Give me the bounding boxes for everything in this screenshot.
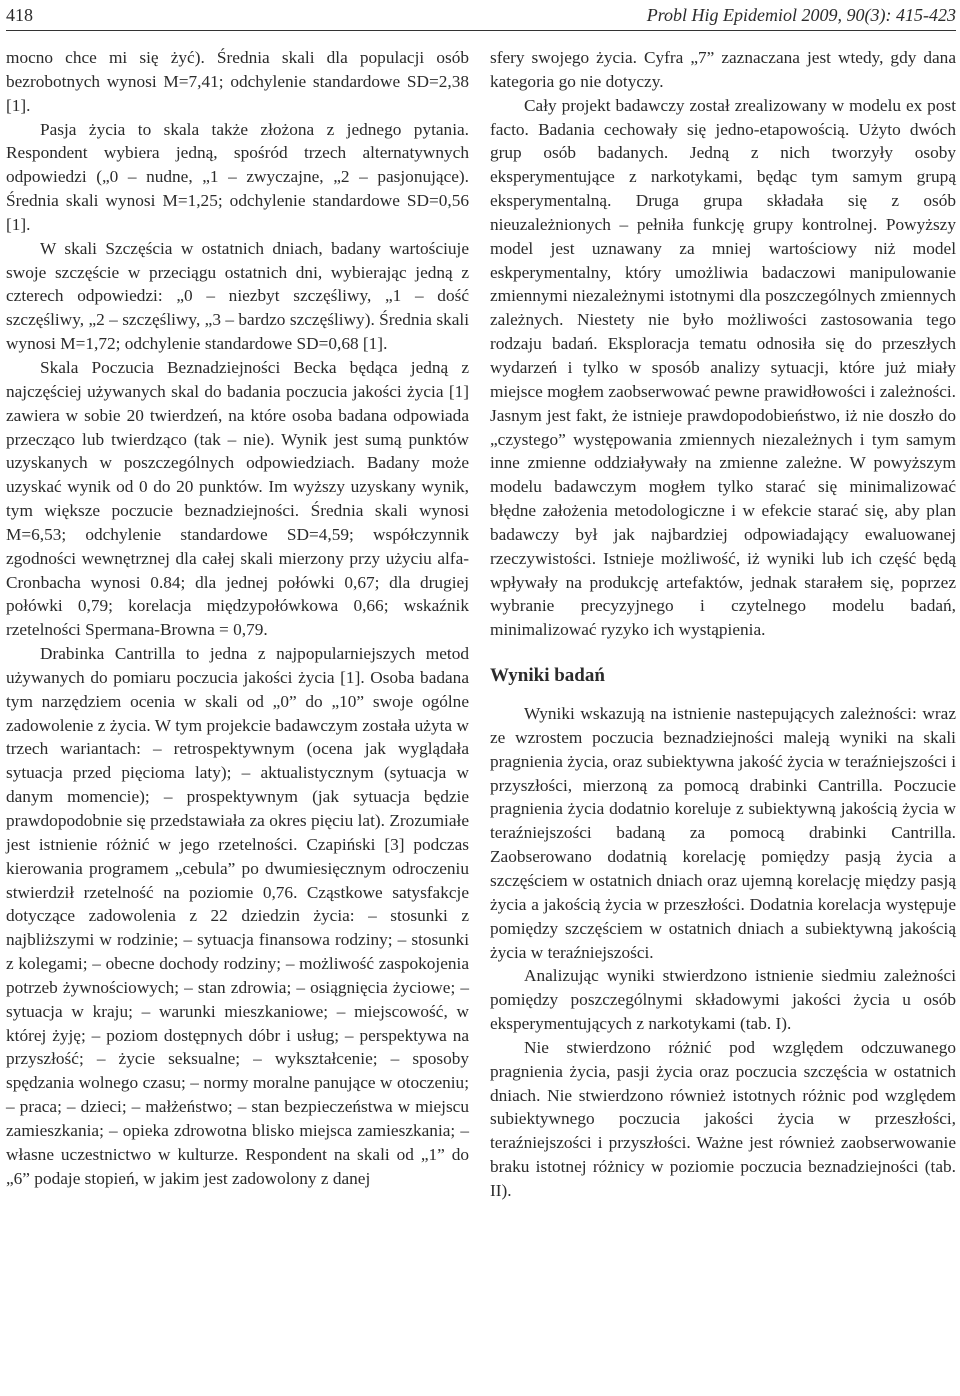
paragraph: W skali Szczęścia w ostatnich dniach, badany wartościuje swoje szczęście w przeciągu ostatnich dni, wybierając jedną z czterech odpowiedzi: „0 – niezbyt szczęśliwy, „1 – dość szczęśliwy, „2 – szczęśliwy, „3 – bardzo szczęśliwy). Średnia skali wynosi M=1,72; odchylenie standardowe SD=0,68 [1].	[6, 238, 469, 354]
paragraph: Wyniki wskazują na istnienie nastepujących zależności: wraz ze wzrostem poczucia beznadziejności maleją wyniki na skali pragnienia życia, oraz subiektywna jakość życia w teraźniejszości i przyszłości, mierzoną za pomocą drabinki Cantrilla. Poczucie pragnienia życia dodatnio koreluje z subiektywną jakością życia w teraźniejszości badaną za pomocą drabinki Cantrilla. Zaobserowano dodatnią korelację pomiędzy pasją życia a szczęściem w ostatnich dniach oraz ujemną korelację między pasją życia a jakością życia w przeszłości. Dodatnia korelacja występuje pomiędzy szczęściem w ostatnich dniach a subiektywną jakością życia w teraźniejszości.	[490, 704, 956, 962]
journal-citation: Probl Hig Epidemiol 2009, 90(3): 415-423	[646, 4, 956, 25]
paragraph: Nie stwierdzono różnić pod względem odczuwanego pragnienia życia, pasji życia oraz poczucia szczęścia w ostatnich dniach. Nie stwierdzono również istotnych różnic pod względem subiektywnego poczucia jakości życia w przeszłości, teraźniejszości i przyszłości. Ważne jest również zaobserwowanie braku istotnej różnicy w poziomie poczucia beznadziejności (tab. II).	[490, 1037, 956, 1200]
header-rule	[6, 30, 956, 31]
left-column	[6, 46, 469, 1191]
paragraph: Drabinka Cantrilla to jedna z najpopularniejszych metod używanych do pomiaru poczucia jakości życia [1]. Osoba badana tym narzędziem ocenia w skali od „0” do „10” swoje ogólne zadowolenie z życia. W tym projekcie badawczym została użyta w trzech wariantach: – retrospektywnym (ocena jak wyglądała sytuacja przed pięcioma laty); – aktualistycznym (sytuacja w danym momencie); – prospektywnym (jak sytuacja będzie prawdopodobnie się przedstawiała za okres pięciu lat). Zrozumiałe jest istnienie różnić w jego rzetelności. Czapiński [3] podczas kierowania programem „cebula” po dwumiesięcznym odroczeniu stwierdził rzetelność na poziomie 0,76. Cząstkowe satysfakcje dotyczące zadowolenia z 22 dziedzin życia: – stosunki z najbliższymi w rodzinie; – sytuacja finansowa rodziny; – stosunki z kolegami; – obecne dochody rodziny; – możliwość zaspokojenia potrzeb żywnościowych; – stan zdrowia; – osiągnięcia życiowe; – sytuacja w kraju; – warunki mieszkaniowe; – miejscowość, w której żyję; – poziom dostępnych dóbr i usług; – perspektywa na przyszłość; – życie seksualne; – wykształcenie; – sposoby spędzania wolnego czasu; – normy moralne panujące w otoczeniu; – praca; – dzieci; – małżeństwo; – stan bezpieczeństwa w miejscu zamieszkania; – opieka zdrowotna blisko miejsca zamieszkania; – własne uczestnictwo w kulturze. Respondent na skali od „1” do „6” podaje stopień, w jakim jest zadowolony z danej	[6, 644, 469, 1188]
paragraph: Skala Poczucia Beznadziejności Becka będąca jedną z najczęściej używanych skal do badania poczucia jakości życia [1] zawiera w sobie 20 twierdzeń, na które osoba badana odpowiada przecząco lub twierdząco (tak – nie). Wynik jest sumą punktów uzyskanych w poszczególnych odpowiedziach. Badany może uzyskać wynik od 0 do 20 punktów. Im wyższy uzyskany wynik, tym większe poczucie beznadziejności. Średnia skali wynosi M=6,53; odchylenie standardowe SD=4,59; współczynnik zgodności wewnętrznej dla całej skali mierzony przy użyciu alfa-Cronbacha wynosi 0.84; dla jednej połówki 0,67; dla drugiej połówki 0,79; korelacja międzypołówkowa 0,66; wskaźnik rzetelności Spermana-Browna = 0,79.	[6, 357, 469, 640]
paragraph: sfery swojego życia. Cyfra „7” zaznaczana jest wtedy, gdy dana kategoria go nie dotyczy.	[490, 48, 956, 91]
paragraph: Analizując wyniki stwierdzono istnienie siedmiu zależności pomiędzy poszczególnymi składowymi jakości życia u osób eksperymentujących z narkotykami (tab. I).	[490, 966, 956, 1034]
paragraph: Cały projekt badawczy został zrealizowany w modelu ex post facto. Badania cechowały się jedno-etapowością. Użyto dwóch grup osób badanych. Jedną z nich tworzyły osoby eksperymentujące z narkotykami, będąc tym samym grupą eksperymentalną. Druga grupa składała się z osób nieuzależnionych – pełniła funkcję grupy kontrolnej. Powyższy model jest uznawany za mniej wartościowy niż model eskperymentalny, który umożliwia badaczowi manipulowanie zmiennymi niezależnymi istotnymi dla poszczególnych zmiennych zależnych. Niestety nie było możliwości zastosowania tego rodzaju badań. Eksploracja tematu odnosiła się do przeszłych wydarzeń i tylko w sposób analizy sytuacji, które już miały miejsce mogłem zaobserwować pewne prawidłowości i zależności. Jasnym jest fakt, że istnieje prawdopodobieństwo, iż nie doszło do „czystego” występowania zmiennych niezależnych i tym samym inne zmienne oddziaływały na zmienne zależne. W powyższym modelu badawczym mogłem tylko starać się minimalizować błędne założenia metodologiczne i w efekcie starać się, aby plan badawczy był jak najbardziej odpowiadający ewaluowanej rzeczywistości. Istnieje możliwość, iż wyniki lub ich część będą wpływały na produkcję artefaktów, jednak starałem się, poprzez wybranie precyzyjnego i czytelnego modelu badań, minimalizować ryzyko ich wystąpienia.	[490, 95, 956, 640]
page-number: 418	[6, 4, 33, 25]
section-heading: Wyniki badań	[490, 665, 605, 687]
right-column	[490, 46, 956, 1203]
paragraph: Pasja życia to skala także złożona z jednego pytania. Respondent wybiera jedną, spośród trzech alternatywnych odpowiedzi („0 – nudne, „1 – zwyczajne, „2 – pasjonujące). Średnia skali wynosi M=1,25; odchylenie standardowe SD=0,56 [1].	[6, 119, 469, 234]
running-header	[6, 0, 956, 30]
paragraph: mocno chce mi się żyć). Średnia skali dla populacji osób bezrobotnych wynosi M=7,41; odchylenie standardowe SD=2,38 [1].	[6, 48, 469, 115]
